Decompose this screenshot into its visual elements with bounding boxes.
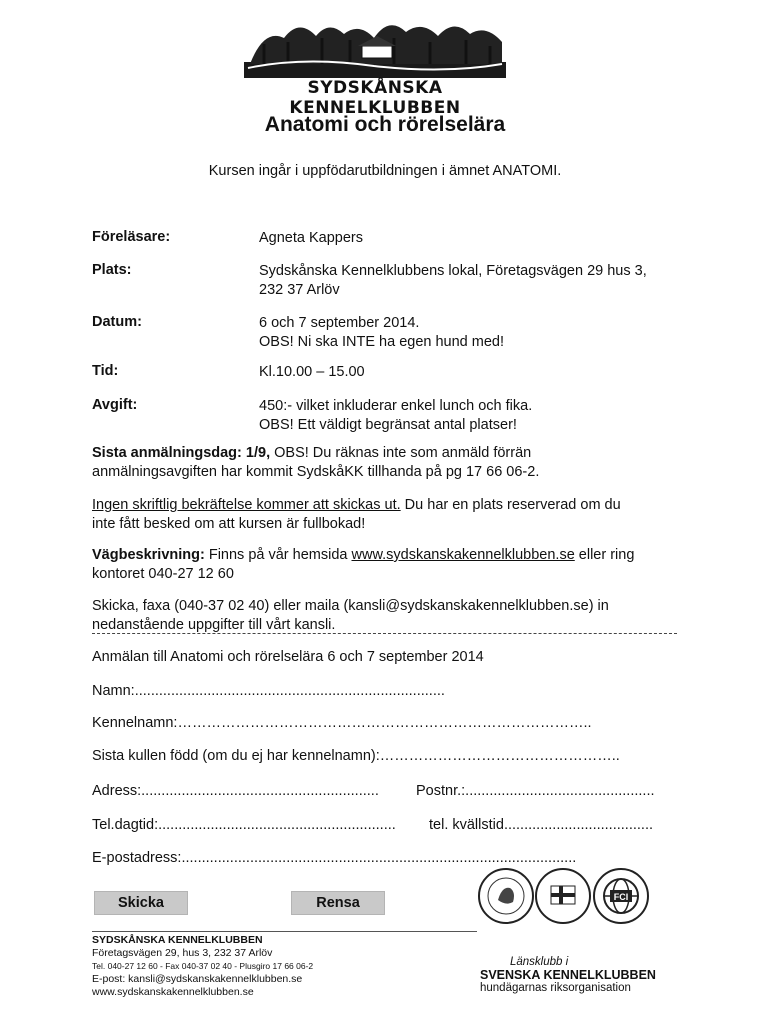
postcode-field[interactable]: Postnr.:............................................... (416, 783, 655, 799)
fee-label: Avgift: (92, 397, 138, 413)
fci-text: FCI (613, 892, 629, 902)
footer-skk: SVENSKA KENNELKLUBBEN (480, 968, 656, 982)
directions-text: Finns på vår hemsida (204, 547, 352, 563)
logo-text: SYDSKÅNSKA KENNELKLUBBEN (289, 78, 461, 118)
union-seal-icon (535, 868, 591, 924)
last-litter-field[interactable]: Sista kullen född (om du ej har kennelnamn):………………………………………….. (92, 748, 620, 764)
fci-seal-icon (593, 868, 649, 924)
place-line: Sydskånska Kennelklubbens lokal, Företagsvägen 29 hus 3, (259, 263, 647, 279)
footer-left (92, 934, 313, 999)
lecturer-value: Agneta Kappers (259, 230, 363, 246)
daytime-phone-field[interactable]: Tel.dagtid:........................................................... (92, 817, 396, 833)
send-text: Skicka, faxa (040-37 02 40) eller maila (kansli@sydskanskakennelklubben.se) in (92, 598, 609, 614)
date-label: Datum: (92, 314, 142, 330)
deadline-text: anmälningsavgiften har kommit SydskåKK tillhanda på pg 17 66 06-2. (92, 464, 540, 480)
directions-text: eller ring (574, 547, 635, 563)
place-label: Plats: (92, 262, 132, 278)
send-text: nedanstående uppgifter till vårt kansli. (92, 617, 336, 633)
place-line: 232 37 Arlöv (259, 282, 340, 298)
send-paragraph (92, 597, 692, 635)
evening-phone-field[interactable]: tel. kvällstid..................................... (429, 817, 653, 833)
confirmation-paragraph (92, 496, 692, 534)
place-value (259, 262, 647, 300)
footer-address: Företagsvägen 29, hus 3, 232 37 Arlöv (92, 947, 273, 959)
date-line: 6 och 7 september 2014. (259, 315, 420, 331)
page-title: Anatomi och rörelselära (264, 113, 506, 136)
skk-seal-icon (478, 868, 534, 924)
lecturer-label: Föreläsare: (92, 229, 171, 245)
footer-affiliation: Länsklubb i (510, 956, 569, 968)
confirmation-text: inte fått besked om att kursen är fullbokad! (92, 516, 366, 532)
directions-paragraph (92, 546, 692, 584)
page-subtitle: Kursen ingår i uppfödarutbildningen i ämnet ANATOMI. (208, 163, 562, 179)
confirmation-notice: Ingen skriftlig bekräftelse kommer att skickas ut. (92, 497, 401, 513)
deadline-label: Sista anmälningsdag: (92, 445, 242, 461)
footer-skk-tagline: hundägarnas riksorganisation (480, 982, 631, 994)
skk-seal-graphic (480, 870, 532, 922)
date-value (259, 314, 504, 352)
address-field[interactable]: Adress:........................................................... (92, 783, 379, 799)
kennel-name-field[interactable]: Kennelnamn:………………………………………………………………………….. (92, 715, 592, 731)
fci-globe-graphic (595, 870, 647, 922)
time-label: Tid: (92, 363, 119, 379)
deadline-date: 1/9, (245, 445, 271, 461)
footer-web: www.sydskanskakennelklubben.se (92, 986, 254, 998)
confirmation-text: Du har en plats reserverad om du (400, 497, 621, 513)
fee-value (259, 397, 532, 435)
union-seal-graphic (537, 870, 589, 922)
date-line: OBS! Ni ska INTE ha egen hund med! (259, 334, 505, 350)
cut-line (92, 633, 677, 634)
fee-line: 450:- vilket inkluderar enkel lunch och fika. (259, 398, 533, 414)
form-heading: Anmälan till Anatomi och rörelselära 6 och 7 september 2014 (92, 649, 484, 665)
fee-line: OBS! Ett väldigt begränsat antal platser! (259, 417, 517, 433)
name-field[interactable]: Namn:............................................................................. (92, 683, 445, 699)
website-link[interactable]: www.sydskanskakennelklubben.se (351, 547, 575, 563)
footer-phones: Tel. 040-27 12 60 - Fax 040-37 02 40 - Plusgiro 17 66 06-2 (92, 961, 314, 971)
email-field[interactable]: E-postadress:.................................................................................................. (92, 850, 577, 866)
deadline-text: OBS! Du räknas inte som anmäld förrän (270, 445, 532, 461)
footer-email: E-post: kansli@sydskanskakennelklubben.se (92, 973, 303, 985)
reset-button[interactable]: Rensa (291, 891, 385, 915)
footer-org: SYDSKÅNSKA KENNELKLUBBEN (92, 934, 263, 946)
footer-right (480, 956, 656, 995)
landscape-logo-graphic (244, 8, 506, 80)
send-button[interactable]: Skicka (94, 891, 188, 915)
footer-divider (92, 931, 477, 932)
time-value: Kl.10.00 – 15.00 (259, 364, 365, 380)
directions-phone: kontoret 040-27 12 60 (92, 566, 234, 582)
deadline-paragraph (92, 444, 692, 482)
directions-label: Vägbeskrivning: (92, 547, 205, 563)
